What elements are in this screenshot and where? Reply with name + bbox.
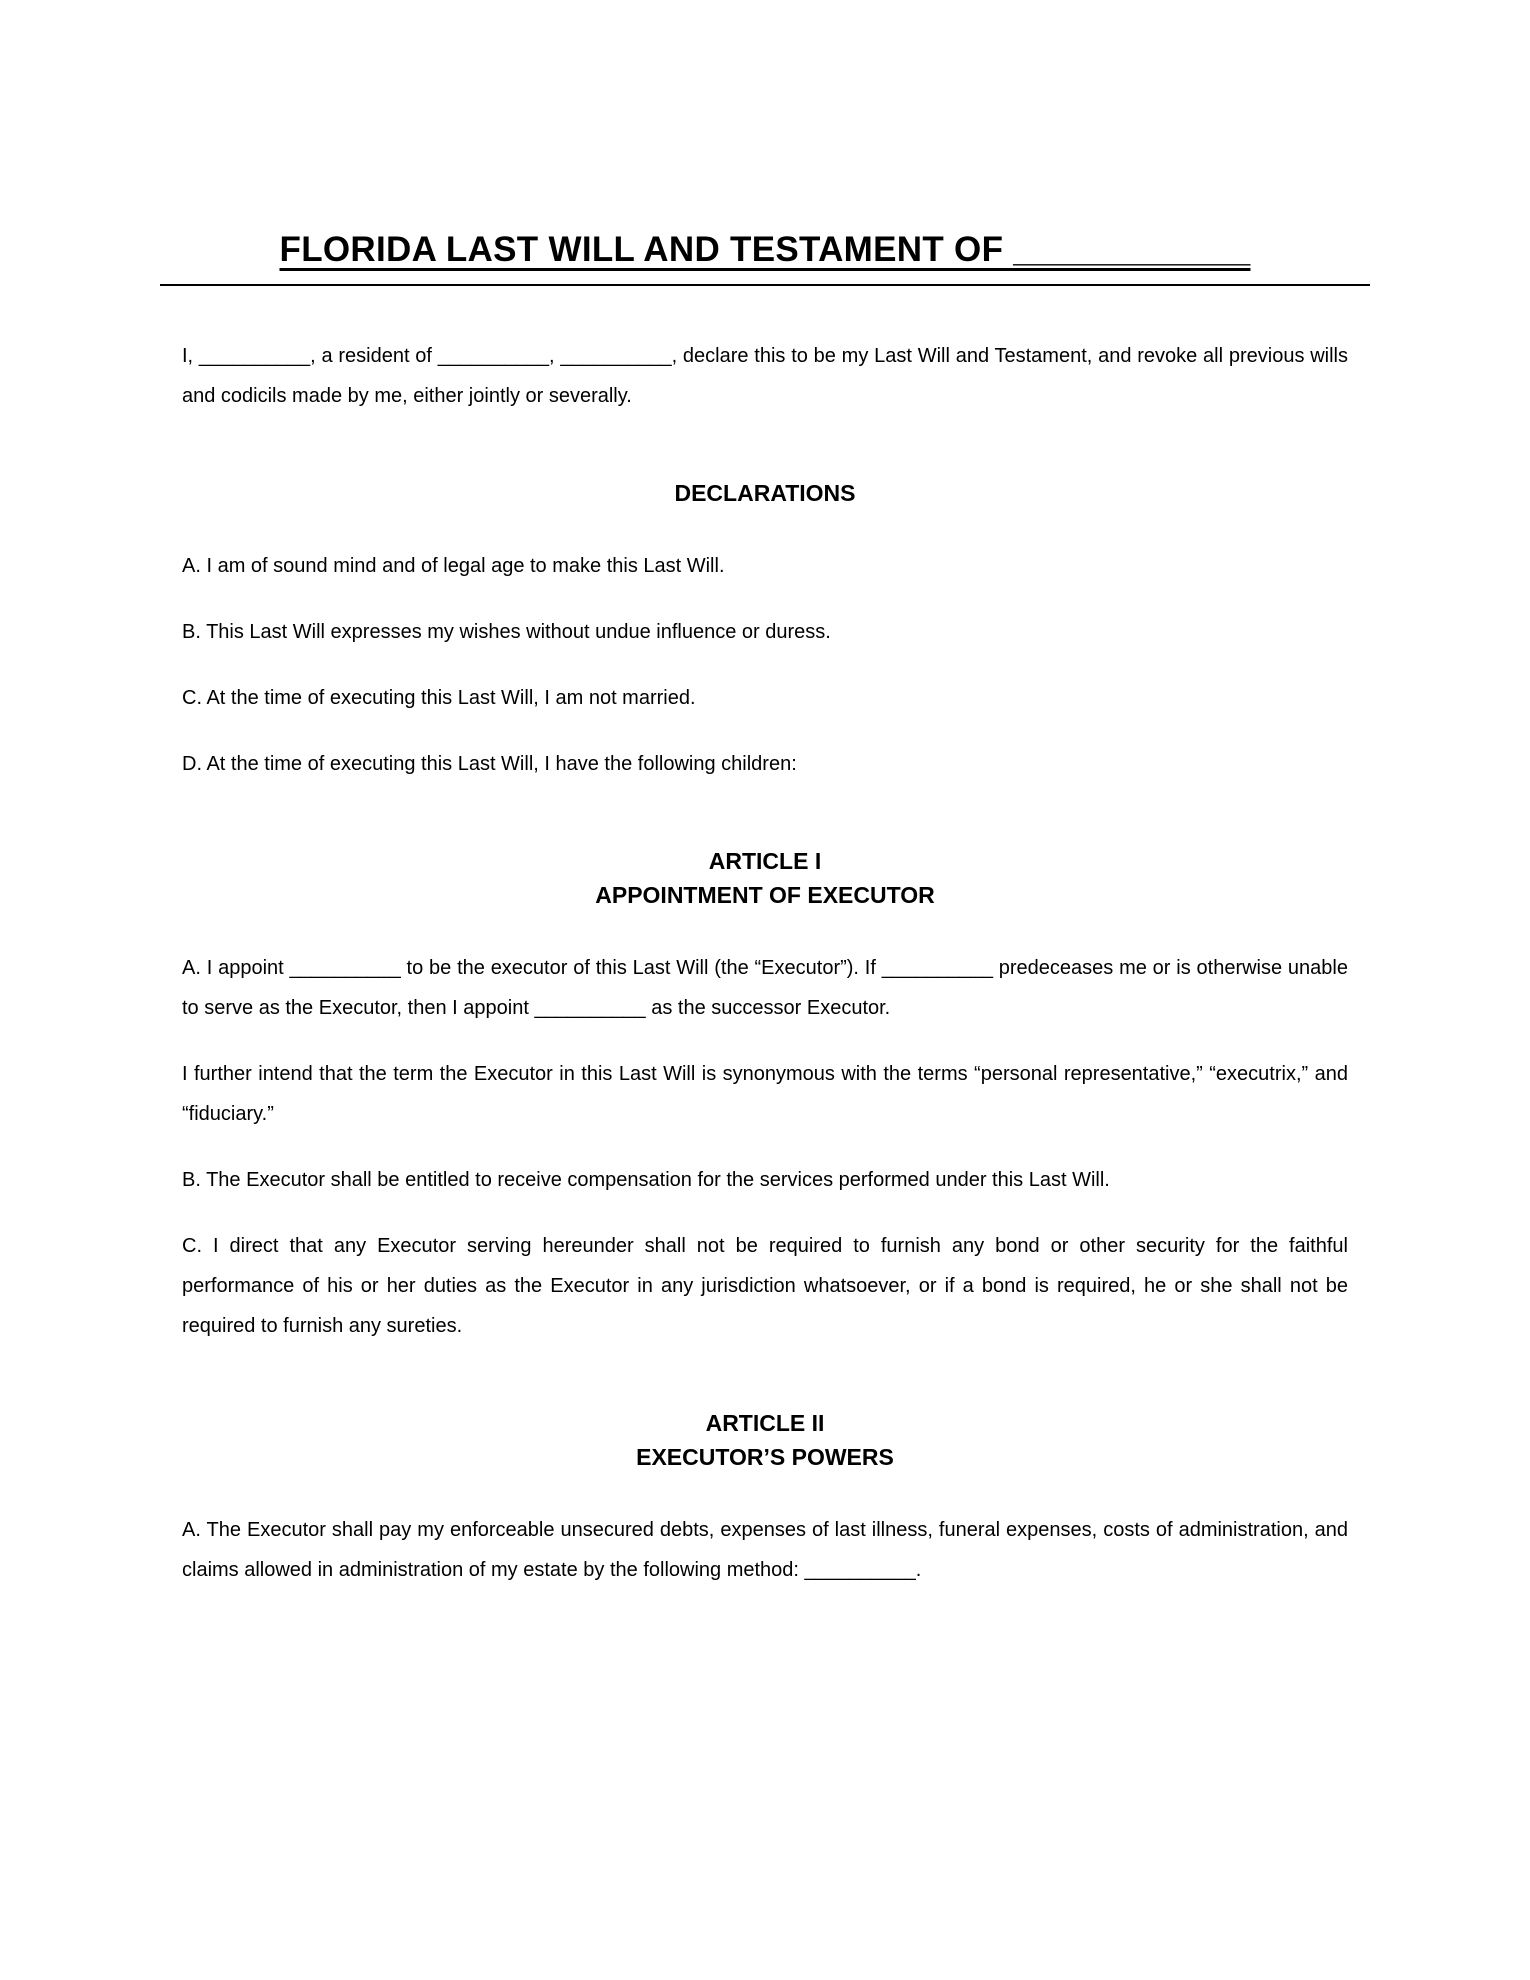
document-title: FLORIDA LAST WILL AND TESTAMENT OF ____________ bbox=[279, 230, 1251, 269]
article-1-paragraph-a: A. I appoint __________ to be the executor of this Last Will (the “Executor”). If __________ predeceases me or is otherwise unable to serve as the Executor, then I appoint __________ as the successor Executor. bbox=[182, 956, 1348, 1019]
article-1-paragraph-b: B. The Executor shall be entitled to receive compensation for the services performed under this Last Will. bbox=[182, 1168, 1110, 1191]
declaration-item-c: C. At the time of executing this Last Will, I am not married. bbox=[182, 686, 696, 709]
section-heading bbox=[182, 1406, 1348, 1474]
heading-line: DECLARATIONS bbox=[674, 479, 856, 506]
intro-paragraph: I, __________, a resident of __________, __________, declare this to be my Last Will and Testament, and revoke all previous wills and codicils made by me, either jointly or severally. bbox=[182, 344, 1348, 407]
heading-line: ARTICLE II bbox=[705, 1409, 825, 1436]
heading-line: ARTICLE I bbox=[708, 847, 822, 874]
title-divider bbox=[160, 284, 1370, 286]
section-heading bbox=[182, 844, 1348, 912]
declaration-item-b: B. This Last Will expresses my wishes without undue influence or duress. bbox=[182, 620, 831, 643]
article-2-paragraph-a: A. The Executor shall pay my enforceable unsecured debts, expenses of last illness, funeral expenses, costs of administration, and claims allowed in administration of my estate by the following method: __________. bbox=[182, 1518, 1348, 1581]
section-declarations bbox=[182, 476, 1348, 784]
section-article-2 bbox=[182, 1406, 1348, 1590]
declaration-item-a: A. I am of sound mind and of legal age to make this Last Will. bbox=[182, 554, 725, 577]
article-1-paragraph-intent: I further intend that the term the Executor in this Last Will is synonymous with the terms “personal representative,” “executrix,” and “fiduciary.” bbox=[182, 1062, 1348, 1125]
article-1-paragraph-c: C. I direct that any Executor serving hereunder shall not be required to furnish any bond or other security for the faithful performance of his or her duties as the Executor in any jurisdiction whatsoever, or if a bond is required, he or she shall not be required to furnish any sureties. bbox=[182, 1234, 1348, 1337]
heading-line: EXECUTOR’S POWERS bbox=[636, 1443, 894, 1470]
section-article-1 bbox=[182, 844, 1348, 1346]
declaration-item-d: D. At the time of executing this Last Will, I have the following children: bbox=[182, 752, 797, 775]
heading-line: APPOINTMENT OF EXECUTOR bbox=[595, 881, 935, 908]
section-heading bbox=[182, 476, 1348, 510]
